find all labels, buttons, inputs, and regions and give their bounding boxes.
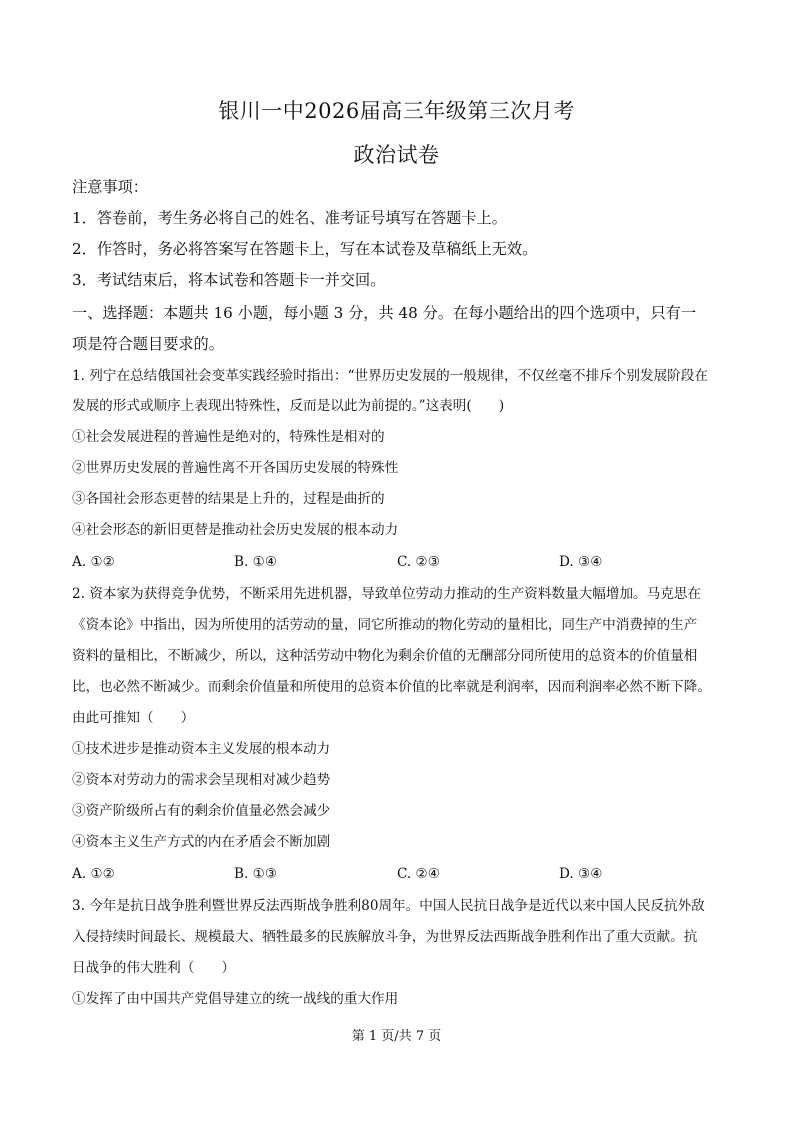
- q1-option-a: A. ①②: [72, 554, 115, 570]
- q1-option-d: D. ③④: [559, 554, 603, 570]
- q2-stem: 《资本论》中指出，因为所使用的活劳动的量，同它所推动的物化劳动的量相比，同生产中消费掉的生产: [72, 617, 698, 633]
- notice-item: 2．作答时，务必将答案写在答题卡上，写在本试卷及草稿纸上无效。: [72, 240, 538, 258]
- q1-statement: ①社会发展进程的普遍性是绝对的，特殊性是相对的: [72, 429, 385, 445]
- q1-stem: 发展的形式或顺序上表现出特殊性，反而是以此为前提的。”这表明( ): [72, 398, 505, 414]
- q1-statement: ②世界历史发展的普遍性离不开各国历史发展的特殊性: [72, 460, 399, 476]
- notice-heading: 注意事项：: [72, 178, 148, 196]
- q2-statement: ③资产阶级所占有的剩余价值量必然会减少: [72, 803, 331, 819]
- q3-statement: ①发挥了由中国共产党倡导建立的统一战线的重大作用: [72, 991, 399, 1007]
- q1-statement: ④社会形态的新旧更替是推动社会历史发展的根本动力: [72, 522, 399, 538]
- q2-statement: ④资本主义生产方式的内在矛盾会不断加剧: [72, 834, 331, 850]
- q3-stem: 日战争的伟大胜利（ ）: [72, 960, 236, 976]
- q1-statement: ③各国社会形态更替的结果是上升的，过程是曲折的: [72, 491, 385, 507]
- q2-statement: ②资本对劳动力的需求会呈现相对减少趋势: [72, 772, 331, 788]
- q3-stem: 入侵持续时间最长、规模最大、牺牲最多的民族解放斗争，为世界反法西斯战争胜利作出了重大贡献。抗: [72, 929, 698, 945]
- subject-title: 政治试卷: [353, 143, 440, 167]
- page-footer: 第 1 页/共 7 页: [351, 1029, 442, 1044]
- q2-option-b: B. ①③: [234, 866, 278, 882]
- q1-option-c: C. ②③: [397, 554, 440, 570]
- q2-option-a: A. ①②: [72, 866, 115, 882]
- q1-stem: 1. 列宁在总结俄国社会变革实践经验时指出：“世界历史发展的一般规律，不仅丝毫不排斥个别发展阶段在: [72, 368, 708, 384]
- section-intro: 一、选择题：本题共 16 小题，每小题 3 分，共 48 分。在每小题给出的四个选项中，只有一: [72, 304, 697, 322]
- q2-option-c: C. ②④: [397, 866, 440, 882]
- notice-item: 3．考试结束后，将本试卷和答题卡一并交回。: [72, 271, 386, 289]
- page-title: 银川一中2026届高三年级第三次月考: [218, 99, 575, 123]
- q2-stem: 资料的量相比，不断减少，所以，这种活劳动中物化为剩余价值的无酬部分同所使用的总资本的价值量相: [72, 648, 698, 664]
- q1-option-b: B. ①④: [234, 554, 278, 570]
- q2-stem: 由此可推知（ ）: [72, 710, 195, 726]
- q2-option-d: D. ③④: [559, 866, 603, 882]
- notice-item: 1．答卷前，考生务必将自己的姓名、准考证号填写在答题卡上。: [72, 209, 507, 227]
- q2-stem: 2. 资本家为获得竞争优势，不断采用先进机器，导致单位劳动力推动的生产资料数量大幅增加。马克思在: [72, 586, 702, 602]
- section-intro: 项是符合题目要求的。: [72, 335, 224, 353]
- q2-stem: 比，也必然不断减少。而剩余价值量和所使用的总资本价值的比率就是利润率，因而利润率必然不断下降。: [72, 679, 711, 695]
- q3-stem: 3. 今年是抗日战争胜利暨世界反法西斯战争胜利80周年。中国人民抗日战争是近代以来中国人民反抗外敌: [72, 898, 705, 914]
- q2-statement: ①技术进步是推动资本主义发展的根本动力: [72, 741, 331, 757]
